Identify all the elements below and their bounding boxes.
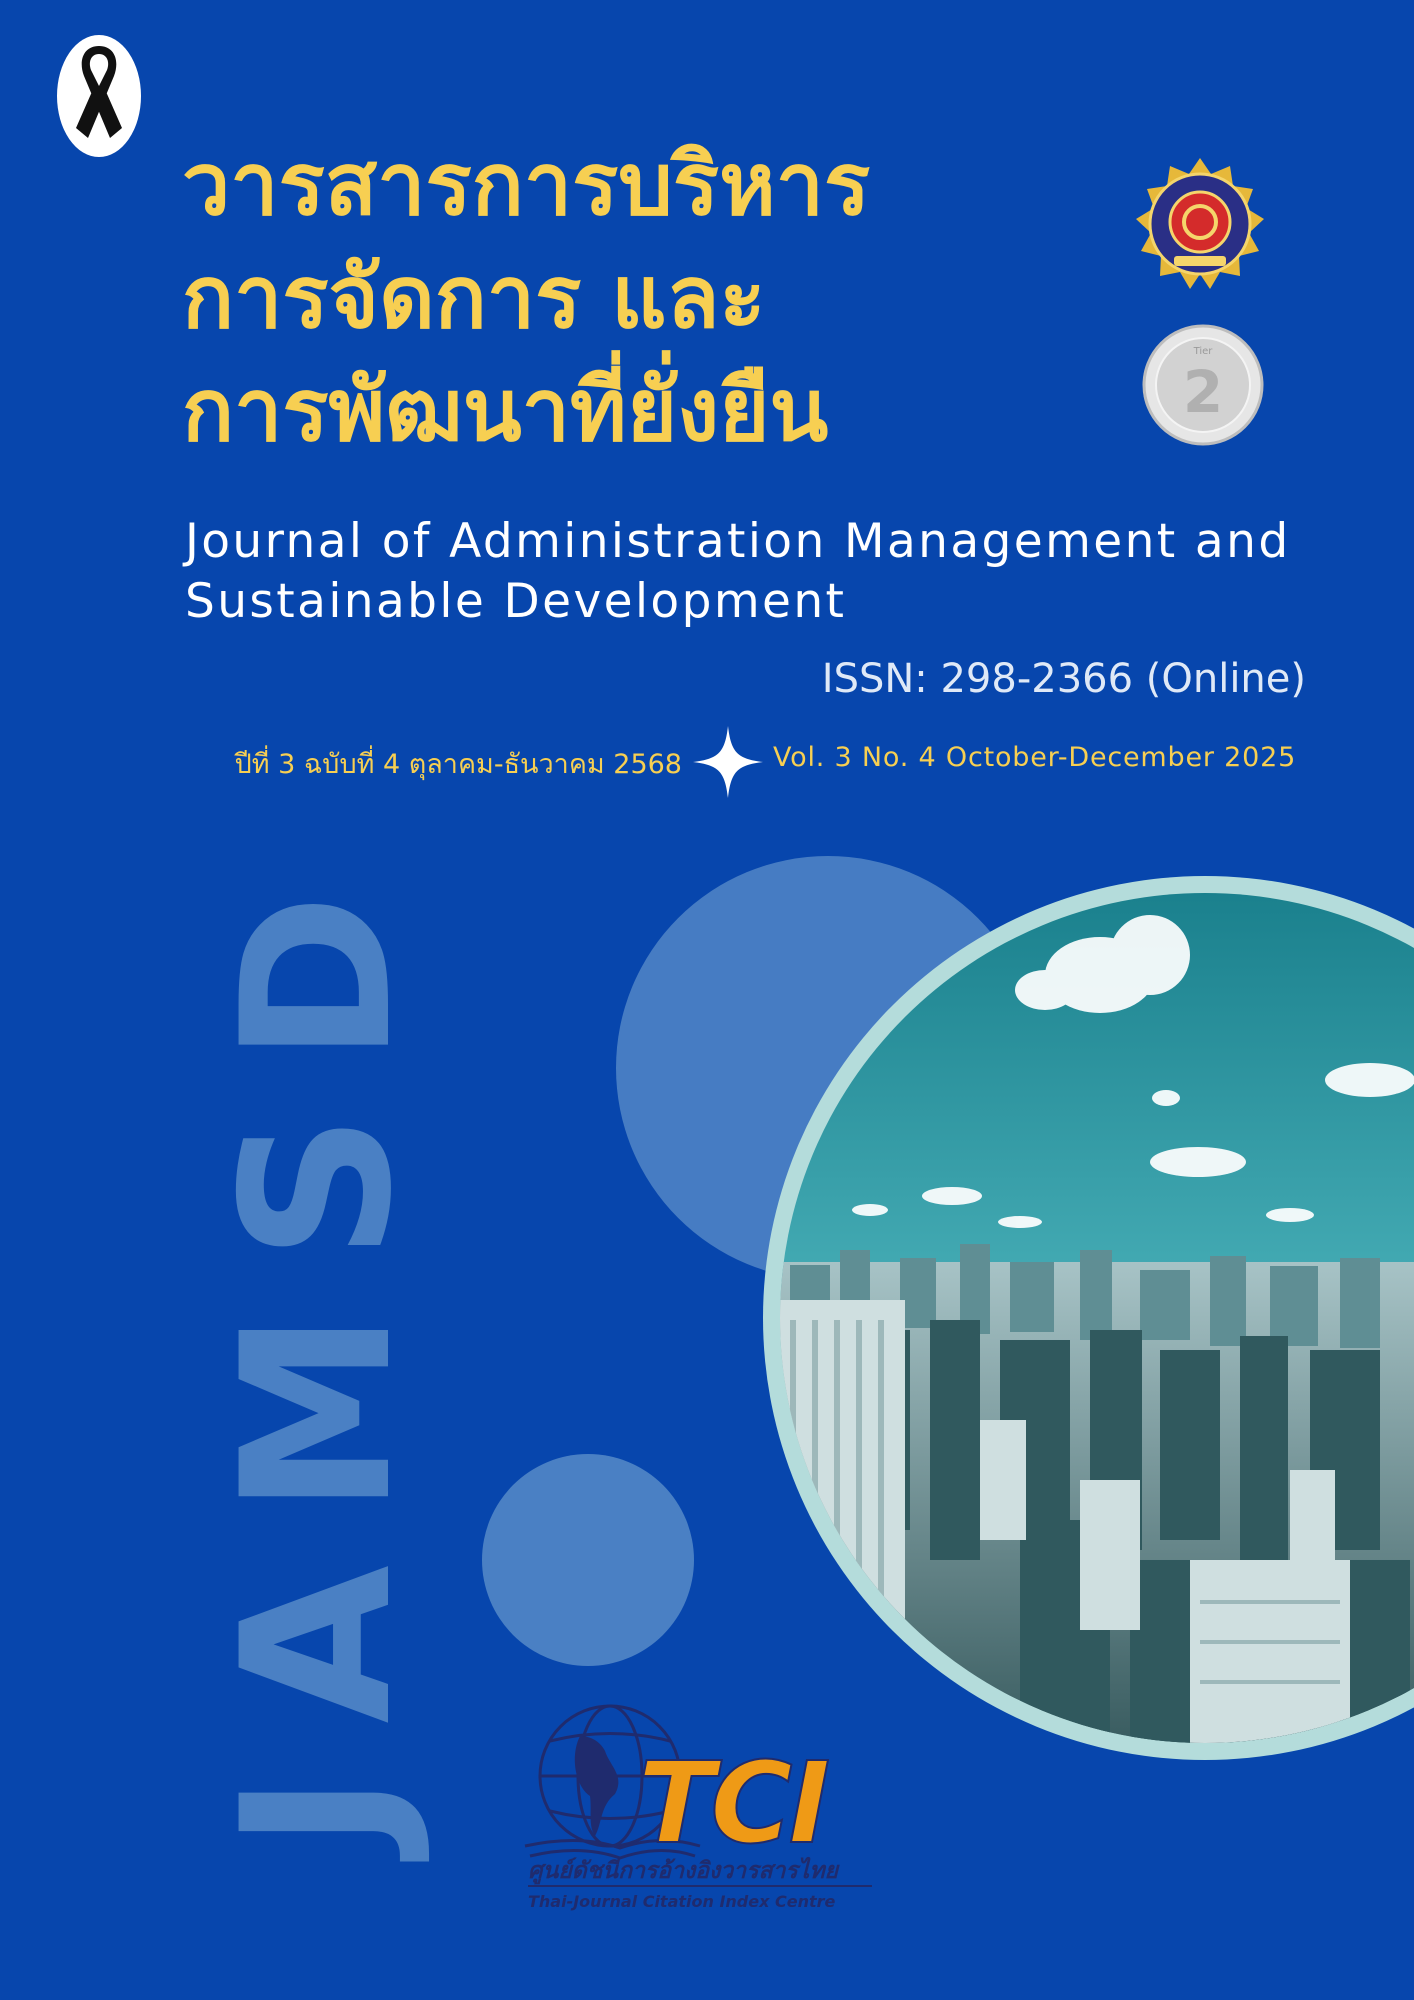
tci-english-name: Thai-Journal Citation Index Centre [528, 1892, 836, 1911]
english-title-line: Sustainable Development [185, 574, 847, 629]
tier-label: Tier [1193, 346, 1213, 357]
thai-title-line: การพัฒนาที่ยั่งยืน [182, 360, 829, 461]
english-journal-title [185, 512, 1291, 632]
black-ribbon-icon [56, 34, 142, 158]
thai-journal-title [182, 128, 870, 467]
thai-title-line: วารสารการบริหาร [182, 134, 871, 235]
sparkle-icon [693, 726, 763, 798]
tci-thai-name: ศูนย์ดัชนีการอ้างอิงวารสารไทย [528, 1858, 838, 1884]
tier-medal-icon [1142, 324, 1264, 446]
jamsd-watermark: JAMSD [199, 843, 437, 1850]
issue-info-thai: ปีที่ 3 ฉบับที่ 4 ตุลาคม-ธันวาคม 2568 [234, 749, 682, 780]
tci-logo [520, 1696, 900, 1916]
decor-circle-small [482, 1454, 694, 1666]
university-seal-icon [1132, 156, 1268, 292]
tci-wordmark: TCI [638, 1739, 827, 1869]
tier-number: 2 [1182, 358, 1224, 426]
english-title-line: Journal of Administration Management and [185, 514, 1291, 569]
issn-label: ISSN: 298-2366 (Online) [821, 656, 1306, 702]
issue-info-english: Vol. 3 No. 4 October-December 2025 [773, 742, 1297, 773]
thai-title-line: การจัดการ และ [182, 247, 766, 348]
